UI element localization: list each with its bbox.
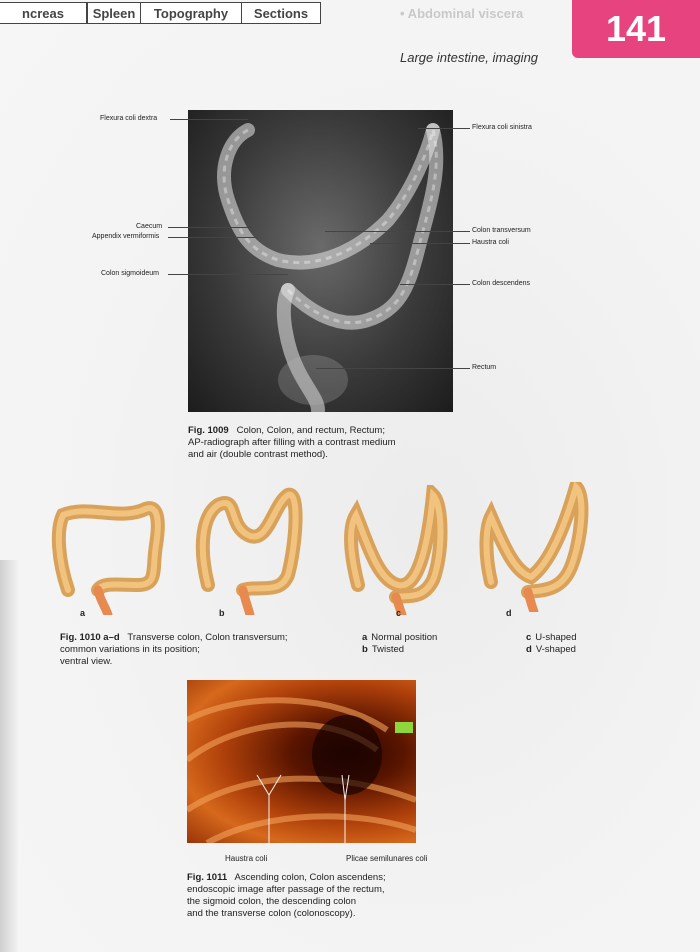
caption-line: Colon, Colon, and rectum, Rectum; xyxy=(236,425,385,436)
label-haustra-coli: Haustra coli xyxy=(472,239,509,246)
figure-letter-b: b xyxy=(219,608,225,618)
colon-drawing-c xyxy=(338,485,458,615)
page-subtitle: Large intestine, imaging xyxy=(400,50,539,65)
label-colon-transversum: Colon transversum xyxy=(472,227,531,234)
caption-fig-1009 xyxy=(188,425,458,461)
legend-b xyxy=(362,644,404,655)
nav-tab-pancreas[interactable]: ncreas xyxy=(0,2,87,24)
leader-line xyxy=(325,231,470,232)
label-colon-descendens: Colon descendens xyxy=(472,280,530,287)
figure-letter-a: a xyxy=(80,608,86,618)
legend-text: Normal position xyxy=(371,632,438,643)
label-plicae-semilunares: Plicae semilunares coli xyxy=(346,854,428,863)
label-rectum: Rectum xyxy=(472,364,497,371)
caption-line: and the transverse colon (colonoscopy). xyxy=(187,908,356,919)
legend-d xyxy=(526,644,576,655)
legend-text: V-shaped xyxy=(535,644,576,655)
leader-line xyxy=(316,368,470,369)
nav-tab-topography[interactable]: Topography xyxy=(141,2,242,24)
caption-line: endoscopic image after passage of the rectum, xyxy=(187,884,385,895)
radiograph-image xyxy=(188,110,453,412)
leader-line xyxy=(168,237,258,238)
legend-key: c xyxy=(526,632,532,643)
section-nav xyxy=(0,2,321,24)
legend-key: d xyxy=(526,644,532,655)
legend-key: b xyxy=(362,644,368,655)
label-appendix: Appendix vermiformis xyxy=(92,233,160,240)
label-colon-sigmoideum: Colon sigmoideum xyxy=(101,270,159,277)
legend-a xyxy=(362,632,437,643)
colon-drawing-a xyxy=(48,490,178,615)
figure-letter-d: d xyxy=(506,608,512,618)
leader-line xyxy=(400,284,470,285)
book-gutter xyxy=(0,560,18,952)
figure-letter-c: c xyxy=(396,608,402,618)
leader-line xyxy=(418,128,470,129)
legend-text: U-shaped xyxy=(535,632,577,643)
endoscope-marker xyxy=(395,722,413,733)
caption-line: Transverse colon, Colon transversum; xyxy=(127,632,288,643)
label-flexura-dextra: Flexura coli dextra xyxy=(100,115,158,122)
caption-number: Fig. 1011 xyxy=(187,872,228,883)
legend-key: a xyxy=(362,632,368,643)
nav-tab-spleen[interactable]: Spleen xyxy=(87,2,141,24)
label-haustra-coli-endo: Haustra coli xyxy=(225,854,268,863)
radiograph-drawing xyxy=(188,110,453,412)
leader-line xyxy=(170,119,248,120)
label-flexura-sinistra: Flexura coli sinistra xyxy=(472,124,532,131)
caption-number: Fig. 1009 xyxy=(188,425,229,436)
label-caecum: Caecum xyxy=(136,223,163,230)
legend-text: Twisted xyxy=(371,644,405,655)
leader-line xyxy=(168,274,288,275)
caption-line: ventral view. xyxy=(60,656,113,667)
caption-fig-1010 xyxy=(60,632,340,668)
endoscopy-drawing xyxy=(187,680,416,843)
caption-line: the sigmoid colon, the descending colon xyxy=(187,896,357,907)
colon-drawing-b xyxy=(188,485,308,615)
running-head: • Abdominal viscera xyxy=(400,6,524,21)
caption-number: Fig. 1010 a–d xyxy=(60,632,120,643)
endoscopy-image xyxy=(187,680,416,843)
caption-fig-1011 xyxy=(187,872,487,920)
caption-line: common variations in its position; xyxy=(60,644,200,655)
nav-tab-sections[interactable]: Sections xyxy=(242,2,321,24)
leader-line xyxy=(168,227,252,228)
caption-line: Ascending colon, Colon ascendens; xyxy=(234,872,386,883)
page-number-badge: 141 xyxy=(572,0,700,58)
leader-line xyxy=(370,243,470,244)
caption-line: and air (double contrast method). xyxy=(188,449,328,460)
legend-c xyxy=(526,632,577,643)
colon-drawing-d xyxy=(476,482,596,612)
caption-line: AP-radiograph after filling with a contrast medium xyxy=(188,437,396,448)
